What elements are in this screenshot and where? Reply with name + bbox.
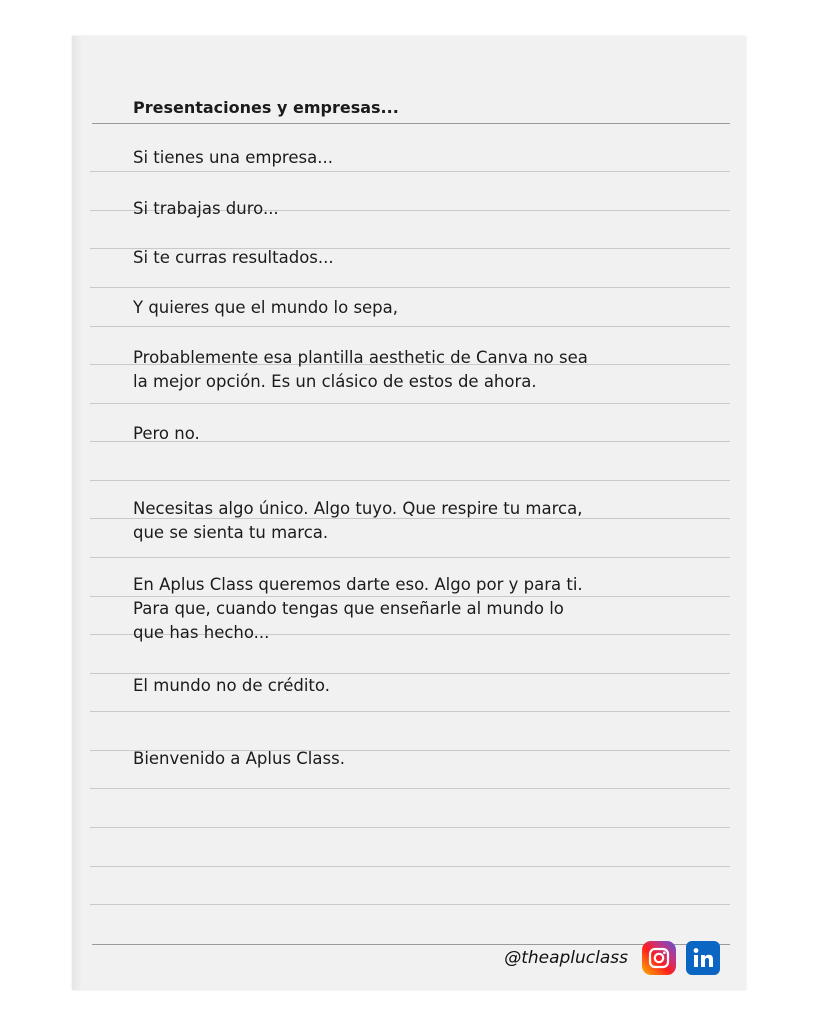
paragraph: El mundo no de crédito. bbox=[133, 676, 330, 695]
paragraph: Probablemente esa plantilla aesthetic de Canva no sea la mejor opción. Es un clásico de estos de ahora. bbox=[133, 348, 588, 391]
instagram-icon[interactable] bbox=[642, 941, 676, 975]
social-handle[interactable]: @theapluclass bbox=[504, 948, 628, 968]
ruled-line bbox=[90, 480, 730, 481]
ruled-line bbox=[90, 866, 730, 867]
paragraph: En Aplus Class queremos darte eso. Algo por y para ti. Para que, cuando tengas que enseñarle al mundo lo que has hecho... bbox=[133, 575, 583, 642]
social-footer bbox=[504, 941, 720, 975]
header-rule bbox=[92, 123, 730, 124]
ruled-line bbox=[90, 326, 730, 327]
linkedin-icon[interactable] bbox=[686, 941, 720, 975]
ruled-line bbox=[90, 557, 730, 558]
ruled-line bbox=[90, 827, 730, 828]
ruled-line bbox=[90, 287, 730, 288]
paragraph: Pero no. bbox=[133, 424, 200, 443]
paragraph: Necesitas algo único. Algo tuyo. Que respire tu marca, que se sienta tu marca. bbox=[133, 499, 583, 542]
ruled-line bbox=[90, 171, 730, 172]
ruled-line bbox=[90, 711, 730, 712]
paragraph: Y quieres que el mundo lo sepa, bbox=[133, 298, 399, 317]
page-title: Presentaciones y empresas... bbox=[133, 98, 399, 117]
paragraph: Si te curras resultados... bbox=[133, 248, 334, 267]
paragraph: Si tienes una empresa... bbox=[133, 148, 333, 167]
notebook-page bbox=[72, 36, 746, 990]
ruled-line bbox=[90, 403, 730, 404]
paragraph: Si trabajas duro... bbox=[133, 199, 279, 218]
paragraph: Bienvenido a Aplus Class. bbox=[133, 749, 345, 768]
ruled-line bbox=[90, 904, 730, 905]
ruled-line bbox=[90, 788, 730, 789]
